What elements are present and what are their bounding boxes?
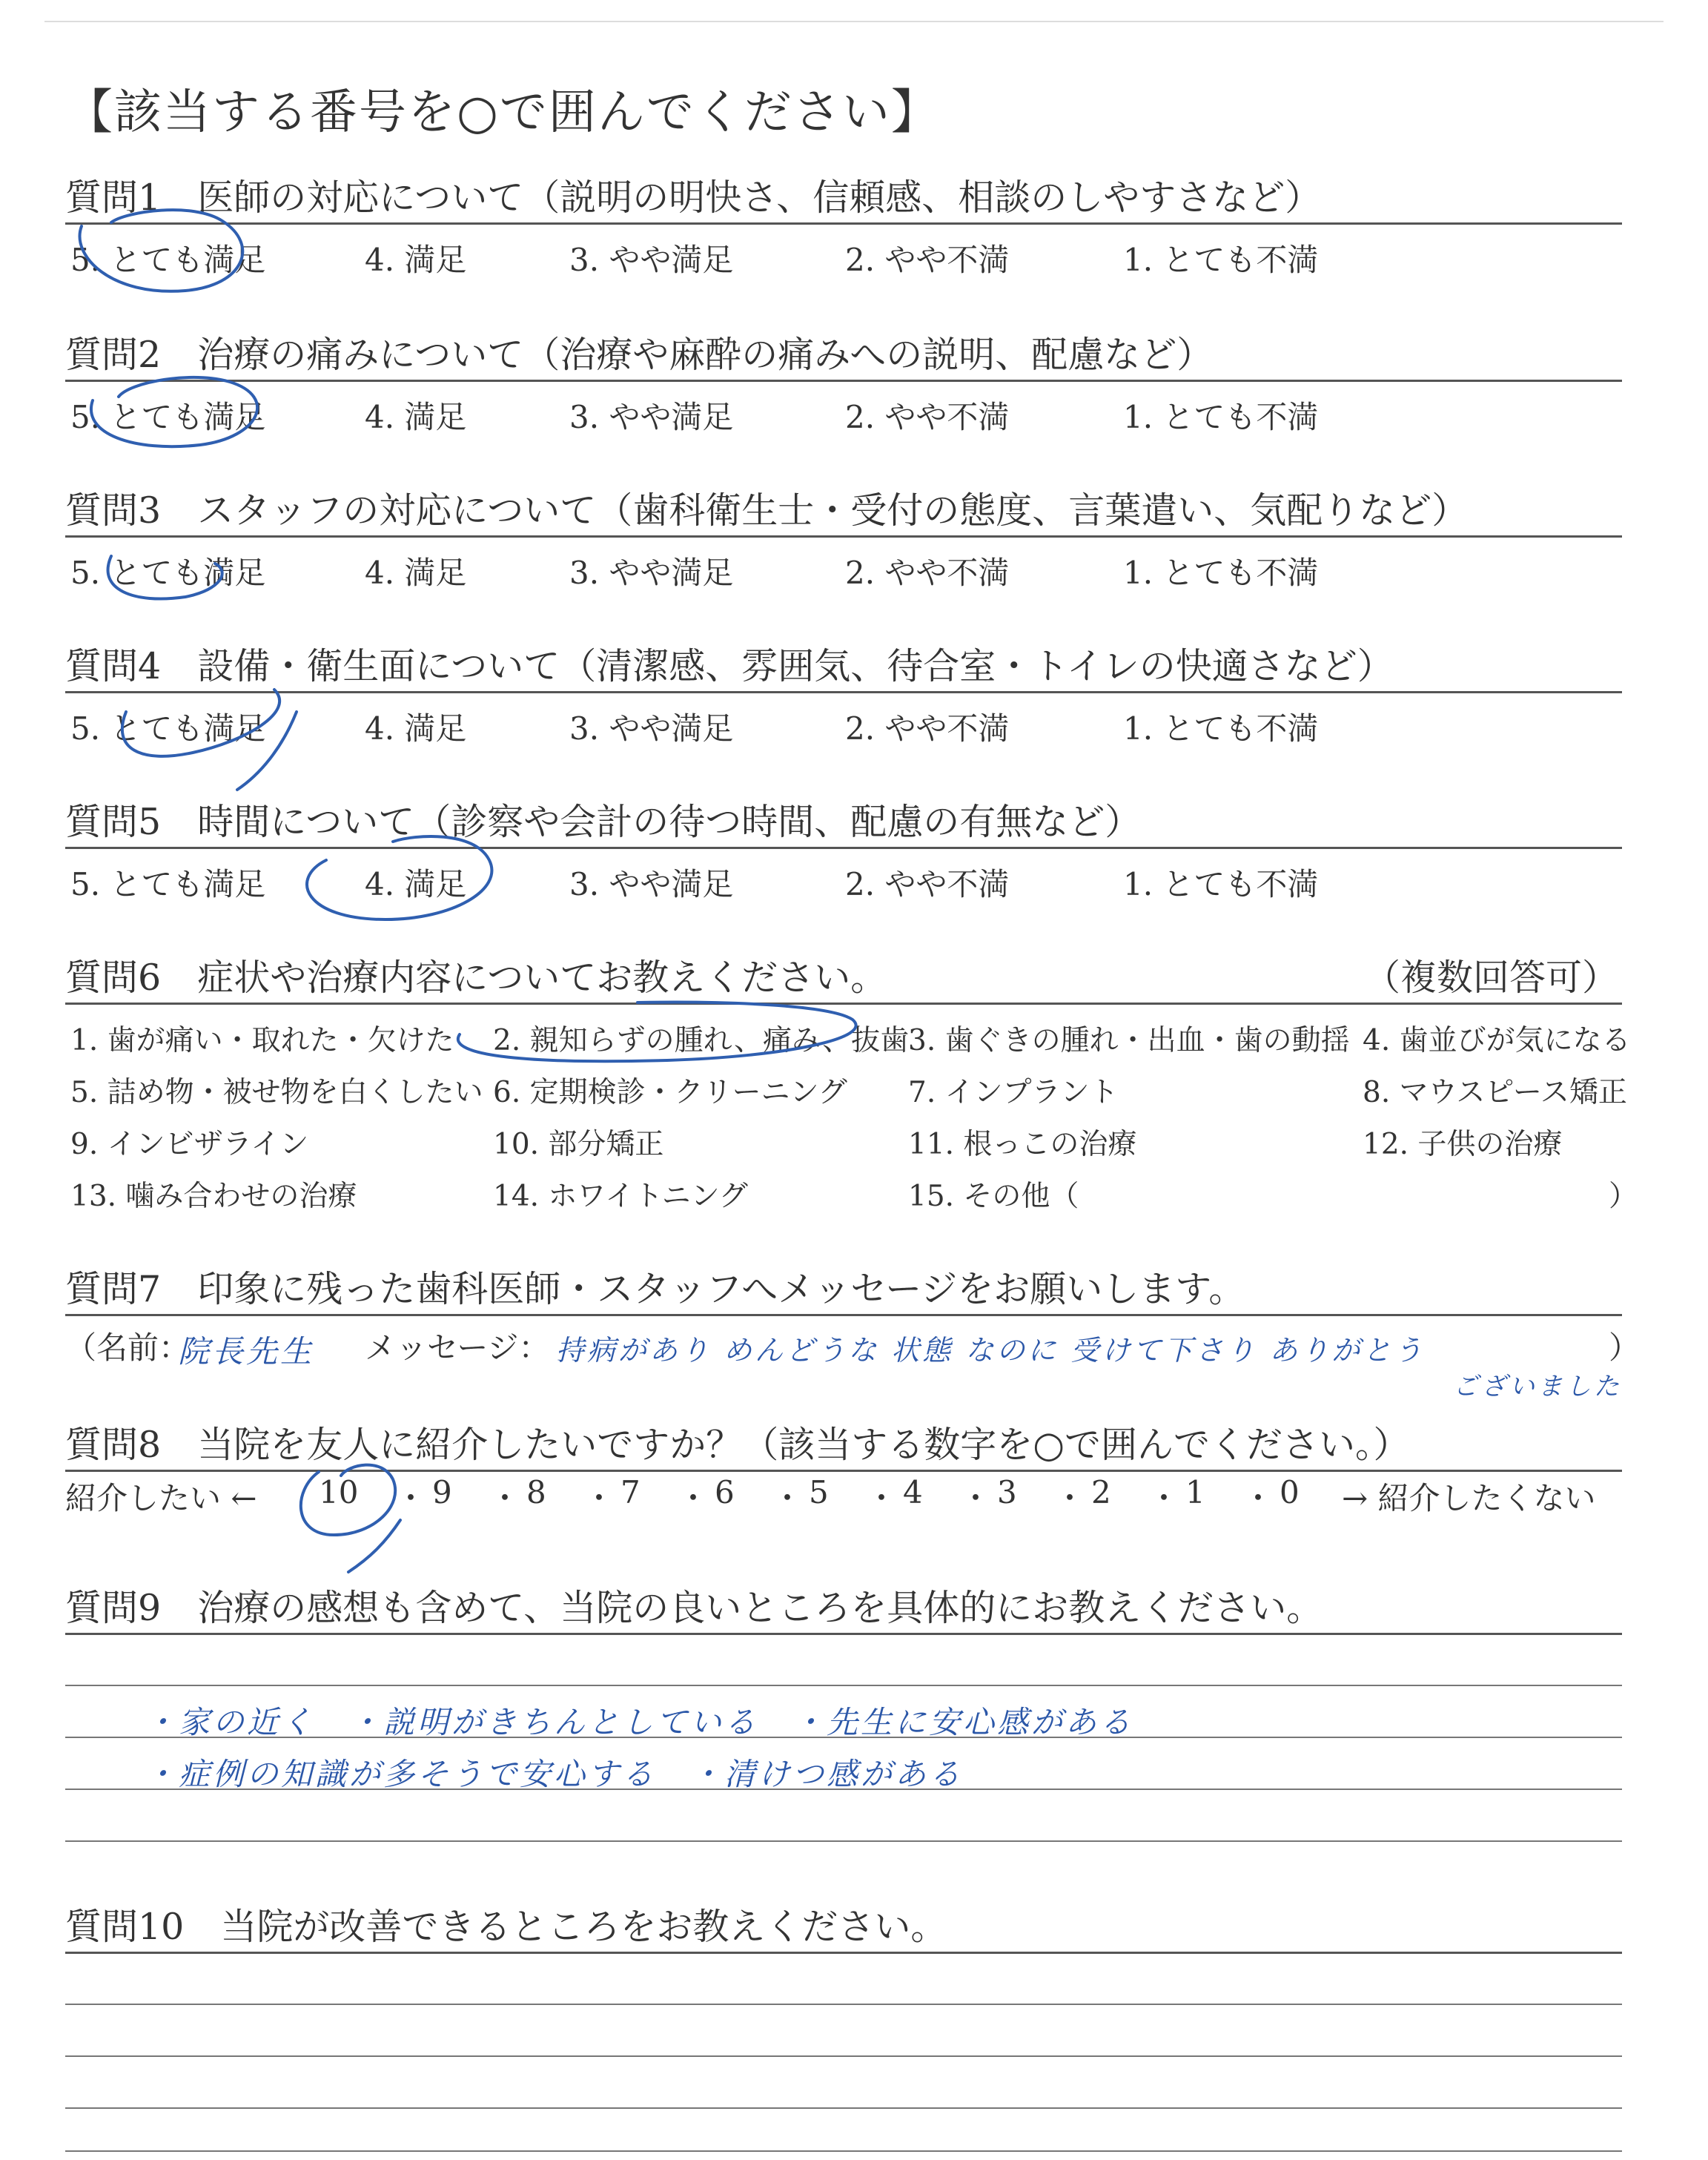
q1-option-5[interactable]: 5. とても満足 (70, 242, 266, 278)
q8-dot: ・ (1148, 1480, 1180, 1516)
q4-option-5[interactable]: 5. とても満足 (70, 710, 266, 747)
q1-option-3[interactable]: 3. やや満足 (569, 242, 734, 278)
q10-answer-line (65, 2055, 1622, 2057)
q3-option-1[interactable]: 1. とても不満 (1123, 555, 1319, 591)
q4-option-3[interactable]: 3. やや満足 (569, 710, 734, 747)
q7-message-value[interactable]: 持病があり めんどうな 状態 なのに 受けて下さり ありがとう (556, 1334, 1426, 1367)
q9-answer-line (65, 1840, 1622, 1842)
q6-item-3[interactable]: 3. 歯ぐきの腫れ・出血・歯の動揺 (908, 1024, 1350, 1057)
q8-rule (65, 1470, 1622, 1472)
q8-dot: ・ (960, 1480, 992, 1516)
q6-rule (65, 1003, 1622, 1005)
q6-title: 質問6 症状や治療内容についてお教えください。 (65, 957, 887, 999)
q6-note: （複数回答可） (1364, 957, 1619, 999)
q10-title: 質問10 当院が改善できるところをお教えください。 (65, 1906, 947, 1948)
q3-option-2[interactable]: 2. やや不満 (845, 555, 1010, 591)
q2-option-5[interactable]: 5. とても満足 (70, 399, 266, 435)
q4-title: 質問4 設備・衛生面について（清潔感、雰囲気、待合室・トイレの快適さなど） (65, 645, 1394, 687)
q8-dot: ・ (489, 1480, 521, 1516)
q8-scale-5[interactable]: 5 (809, 1474, 829, 1510)
q10-answer-line (65, 2107, 1622, 2109)
q10-answer-line (65, 2004, 1622, 2005)
q8-scale-2[interactable]: 2 (1091, 1474, 1111, 1510)
q5-rule (65, 847, 1622, 849)
q2-option-3[interactable]: 3. やや満足 (569, 399, 734, 435)
q3-rule (65, 535, 1622, 538)
q6-item-8[interactable]: 8. マウスピース矯正 (1363, 1076, 1627, 1109)
q4-rule (65, 691, 1622, 693)
q1-option-4[interactable]: 4. 満足 (365, 242, 467, 278)
q6-item-13[interactable]: 13. 噛み合わせの治療 (70, 1180, 357, 1213)
q8-scale-9[interactable]: 9 (432, 1474, 452, 1510)
q9-title: 質問9 治療の感想も含めて、当院の良いところを具体的にお教えください。 (65, 1587, 1323, 1629)
q8-scale-7[interactable]: 7 (620, 1474, 640, 1510)
q8-dot: ・ (772, 1480, 804, 1516)
q9-answer-line-1[interactable]: ・家の近く ・説明がきちんとしている ・先生に安心感がある (145, 1704, 1134, 1740)
q7-name-value[interactable]: 院長先生 (178, 1333, 315, 1370)
q8-left-label: 紹介したい ← (65, 1480, 257, 1516)
q1-rule (65, 222, 1622, 225)
q6-item-14[interactable]: 14. ホワイトニング (493, 1180, 748, 1213)
q5-option-2[interactable]: 2. やや不満 (845, 866, 1010, 902)
q4-option-1[interactable]: 1. とても不満 (1123, 710, 1319, 747)
q9-answer-line-2[interactable]: ・症例の知識が多そうで安心する ・清けつ感がある (145, 1756, 964, 1792)
q8-title: 質問8 当院を友人に紹介したいですか？（該当する数字を○で囲んでください。） (65, 1424, 1410, 1466)
q5-option-3[interactable]: 3. やや満足 (569, 866, 734, 902)
q9-rule (65, 1633, 1622, 1635)
q8-scale-10[interactable]: 10 (319, 1474, 359, 1510)
q1-title: 質問1 医師の対応について（説明の明快さ、信頼感、相談のしやすさなど） (65, 176, 1322, 219)
q6-item-12[interactable]: 12. 子供の治療 (1363, 1128, 1563, 1161)
page-heading: 【該当する番号を○で囲んでください】 (65, 85, 940, 140)
q2-title: 質問2 治療の痛みについて（治療や麻酔の痛みへの説明、配慮など） (65, 334, 1214, 376)
q5-option-5[interactable]: 5. とても満足 (70, 866, 266, 902)
q7-close: ） (1609, 1330, 1641, 1366)
q8-scale-3[interactable]: 3 (997, 1474, 1017, 1510)
q8-scale-6[interactable]: 6 (715, 1474, 735, 1510)
q8-dot: ・ (395, 1480, 427, 1516)
q2-option-2[interactable]: 2. やや不満 (845, 399, 1010, 435)
q6-item-15[interactable]: 15. その他（ (908, 1180, 1079, 1213)
q8-scale-1[interactable]: 1 (1185, 1474, 1205, 1510)
q8-scale-8[interactable]: 8 (526, 1474, 546, 1510)
q7-message-value-2[interactable]: ございました (1453, 1372, 1622, 1401)
q3-option-5[interactable]: 5. とても満足 (70, 555, 266, 591)
q6-item-1[interactable]: 1. 歯が痛い・取れた・欠けた (70, 1024, 454, 1057)
q8-dot: ・ (583, 1480, 615, 1516)
q1-option-2[interactable]: 2. やや不満 (845, 242, 1010, 278)
q10-answer-line (65, 2150, 1622, 2152)
q8-dot: ・ (1242, 1480, 1274, 1516)
q6-item-15-close: ） (1609, 1180, 1638, 1213)
q6-item-2[interactable]: 2. 親知らずの腫れ、痛み、抜歯 (493, 1024, 910, 1057)
q5-title: 質問5 時間について（診察や会計の待つ時間、配慮の有無など） (65, 801, 1142, 843)
q2-option-1[interactable]: 1. とても不満 (1123, 399, 1319, 435)
q6-item-6[interactable]: 6. 定期検診・クリーニング (493, 1076, 847, 1109)
q7-name-label: （名前： (65, 1330, 191, 1366)
q8-dot: ・ (866, 1480, 898, 1516)
q3-title: 質問3 スタッフの対応について（歯科衛生士・受付の態度、言葉遣い、気配りなど） (65, 489, 1469, 532)
q8-scale-0[interactable]: 0 (1280, 1474, 1300, 1510)
q5-option-1[interactable]: 1. とても不満 (1123, 866, 1319, 902)
q6-item-5[interactable]: 5. 詰め物・被せ物を白くしたい (70, 1076, 483, 1109)
q3-option-3[interactable]: 3. やや満足 (569, 555, 734, 591)
q6-item-7[interactable]: 7. インプラント (908, 1076, 1119, 1109)
q8-dot: ・ (1054, 1480, 1086, 1516)
q7-rule (65, 1314, 1622, 1316)
q3-option-4[interactable]: 4. 満足 (365, 555, 467, 591)
q8-dot: ・ (678, 1480, 709, 1516)
q6-item-4[interactable]: 4. 歯並びが気になる (1363, 1024, 1631, 1057)
q10-rule (65, 1952, 1622, 1954)
q4-option-4[interactable]: 4. 満足 (365, 710, 467, 747)
top-border (44, 21, 1664, 22)
q6-item-9[interactable]: 9. インビザライン (70, 1128, 309, 1161)
q4-option-2[interactable]: 2. やや不満 (845, 710, 1010, 747)
q6-item-10[interactable]: 10. 部分矯正 (493, 1128, 664, 1161)
q5-option-4[interactable]: 4. 満足 (365, 866, 467, 902)
q8-right-label: → 紹介したくない (1342, 1480, 1596, 1516)
q2-rule (65, 380, 1622, 382)
q7-message-label: メッセージ： (365, 1330, 550, 1366)
q6-item-11[interactable]: 11. 根っこの治療 (908, 1128, 1137, 1161)
q8-scale-4[interactable]: 4 (903, 1474, 923, 1510)
q7-title: 質問7 印象に残った歯科医師・スタッフへメッセージをお願いします。 (65, 1268, 1245, 1310)
q9-answer-line (65, 1685, 1622, 1686)
q2-option-4[interactable]: 4. 満足 (365, 399, 467, 435)
q1-option-1[interactable]: 1. とても不満 (1123, 242, 1319, 278)
